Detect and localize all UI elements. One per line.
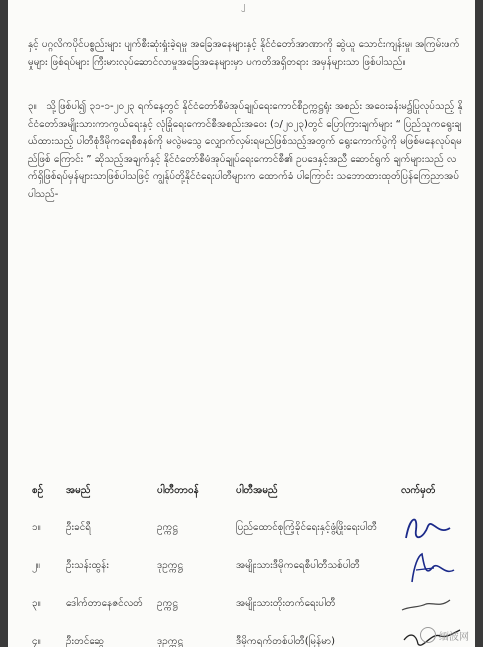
signature-scribble-icon [388,508,468,550]
header-signature: လက်မှတ် [401,485,436,496]
paragraph-1: နှင့် ပဂ္ဂလိကပိုင်ပစ္စည်းများ ပျက်စီးဆုံးရှုံးခဲ့ရမှု အခြေအနေများနှင့် နိုင်ငံတော်အာဏာကို ဆွဲယူ သောင်းကျန်းမှု၊ အကြမ်းဖက်မှုများ ဖြစ်ရပ်များ ကြီးမားလုပ်ဆောင်လာမှုအခြေအနေများမှာ ပကတိအရှိတရား အမှန်များသာ ဖြစ်ပါသည်။ [28,39,460,68]
header-name: အမည် [66,485,91,496]
row-no: ၁။ [32,522,41,533]
header-no: စဉ် [32,485,44,496]
row-name: ဦးခင်ရီ [66,522,91,533]
document-page [8,0,475,647]
row-no: ၃။ [32,598,41,609]
paragraph-2: ၃။ သို့ဖြစ်ပါ၍ ၃၁-၁-၂၀၂၃ ရက်နေ့တွင် နိုင်ငံတော်စီမံအုပ်ချုပ်ရေးကောင်စီဥက္ကဋ္ဌရုံး အစည်း အဝေးခန်းမ၌ပြုလုပ်သည့် နိုင်ငံတော်အမျိုးသားကာကွယ်ရေးနှင့် လုံခြုံရေးကောင်စီအစည်းအဝေး (၁/၂၀၂၃)တွင် ပြောကြားချက်များ “ ပြည်သူကရွေးချယ်ထားသည့် ပါတီစုံဒီမိုကရေစီစနစ်ကို မလွဲမသွေ လျှောက်လှမ်းရမည်ဖြစ်သည့်အတွက် ရွေးကောက်ပွဲကို မဖြစ်မနေလုပ်ရမည်ဖြစ် ကြောင်း ” ဆိုသည့်အချက်နှင့် နိုင်ငံတော်စီမံအုပ်ချုပ်ရေးကောင်စီ၏ ဥပဒေနှင့်အညီ ဆောင်ရွက် ချက်များသည် လက်ရှိဖြစ်ရပ်မှန်များသာဖြစ်ပါသဖြင့် ကျွန်ုပ်တို့နိုင်ငံရေးပါတီများက ထောက်ခံ ပါကြောင်း သဘောထားထုတ်ပြန်ကြေညာအပ်ပါသည်- [28,101,463,200]
row-position: ဥက္ကဋ္ဌ [157,598,178,609]
header-position: ပါတီတာဝန် [157,485,199,496]
watermark-logo-icon [420,627,436,643]
row-no: ၂။ [32,560,40,571]
row-name: ဦးတင်ဆွေ [66,636,105,647]
watermark [420,627,469,643]
header-party: ပါတီအမည် [236,485,278,496]
row-party: အမျိုးသားဒီမိုကရေစီပါတီသစ်ပါတီ [236,560,360,571]
row-party: အမျိုးသားတိုးတက်ရေးပါတီ [236,598,336,609]
row-position: ဒုဥက္ကဋ္ဌ [157,636,183,647]
signature-scribble-icon [388,546,468,588]
signature-2 [388,546,468,588]
row-name: ဦးသန်းထွန်း [66,560,109,571]
row-position: ဥက္ကဋ္ဌ [157,522,178,533]
signature-1 [388,508,468,550]
row-party: ပြည်ထောင်စုကြံ့ခိုင်ရေးနှင့်ဖွံ့ဖြိုးရေးပါတီ [236,522,378,533]
row-position: ဒုဥက္ကဋ္ဌ [157,560,183,571]
page-number: ၂ [241,1,246,11]
row-name: ဒေါက်တာနေဇင်လတ် [66,598,143,609]
watermark-text: 缅波网 [439,631,469,643]
row-no: ၄။ [32,636,41,647]
row-party: ဒီမိုကရက်တစ်ပါတီ(မြန်မာ) [236,636,335,647]
